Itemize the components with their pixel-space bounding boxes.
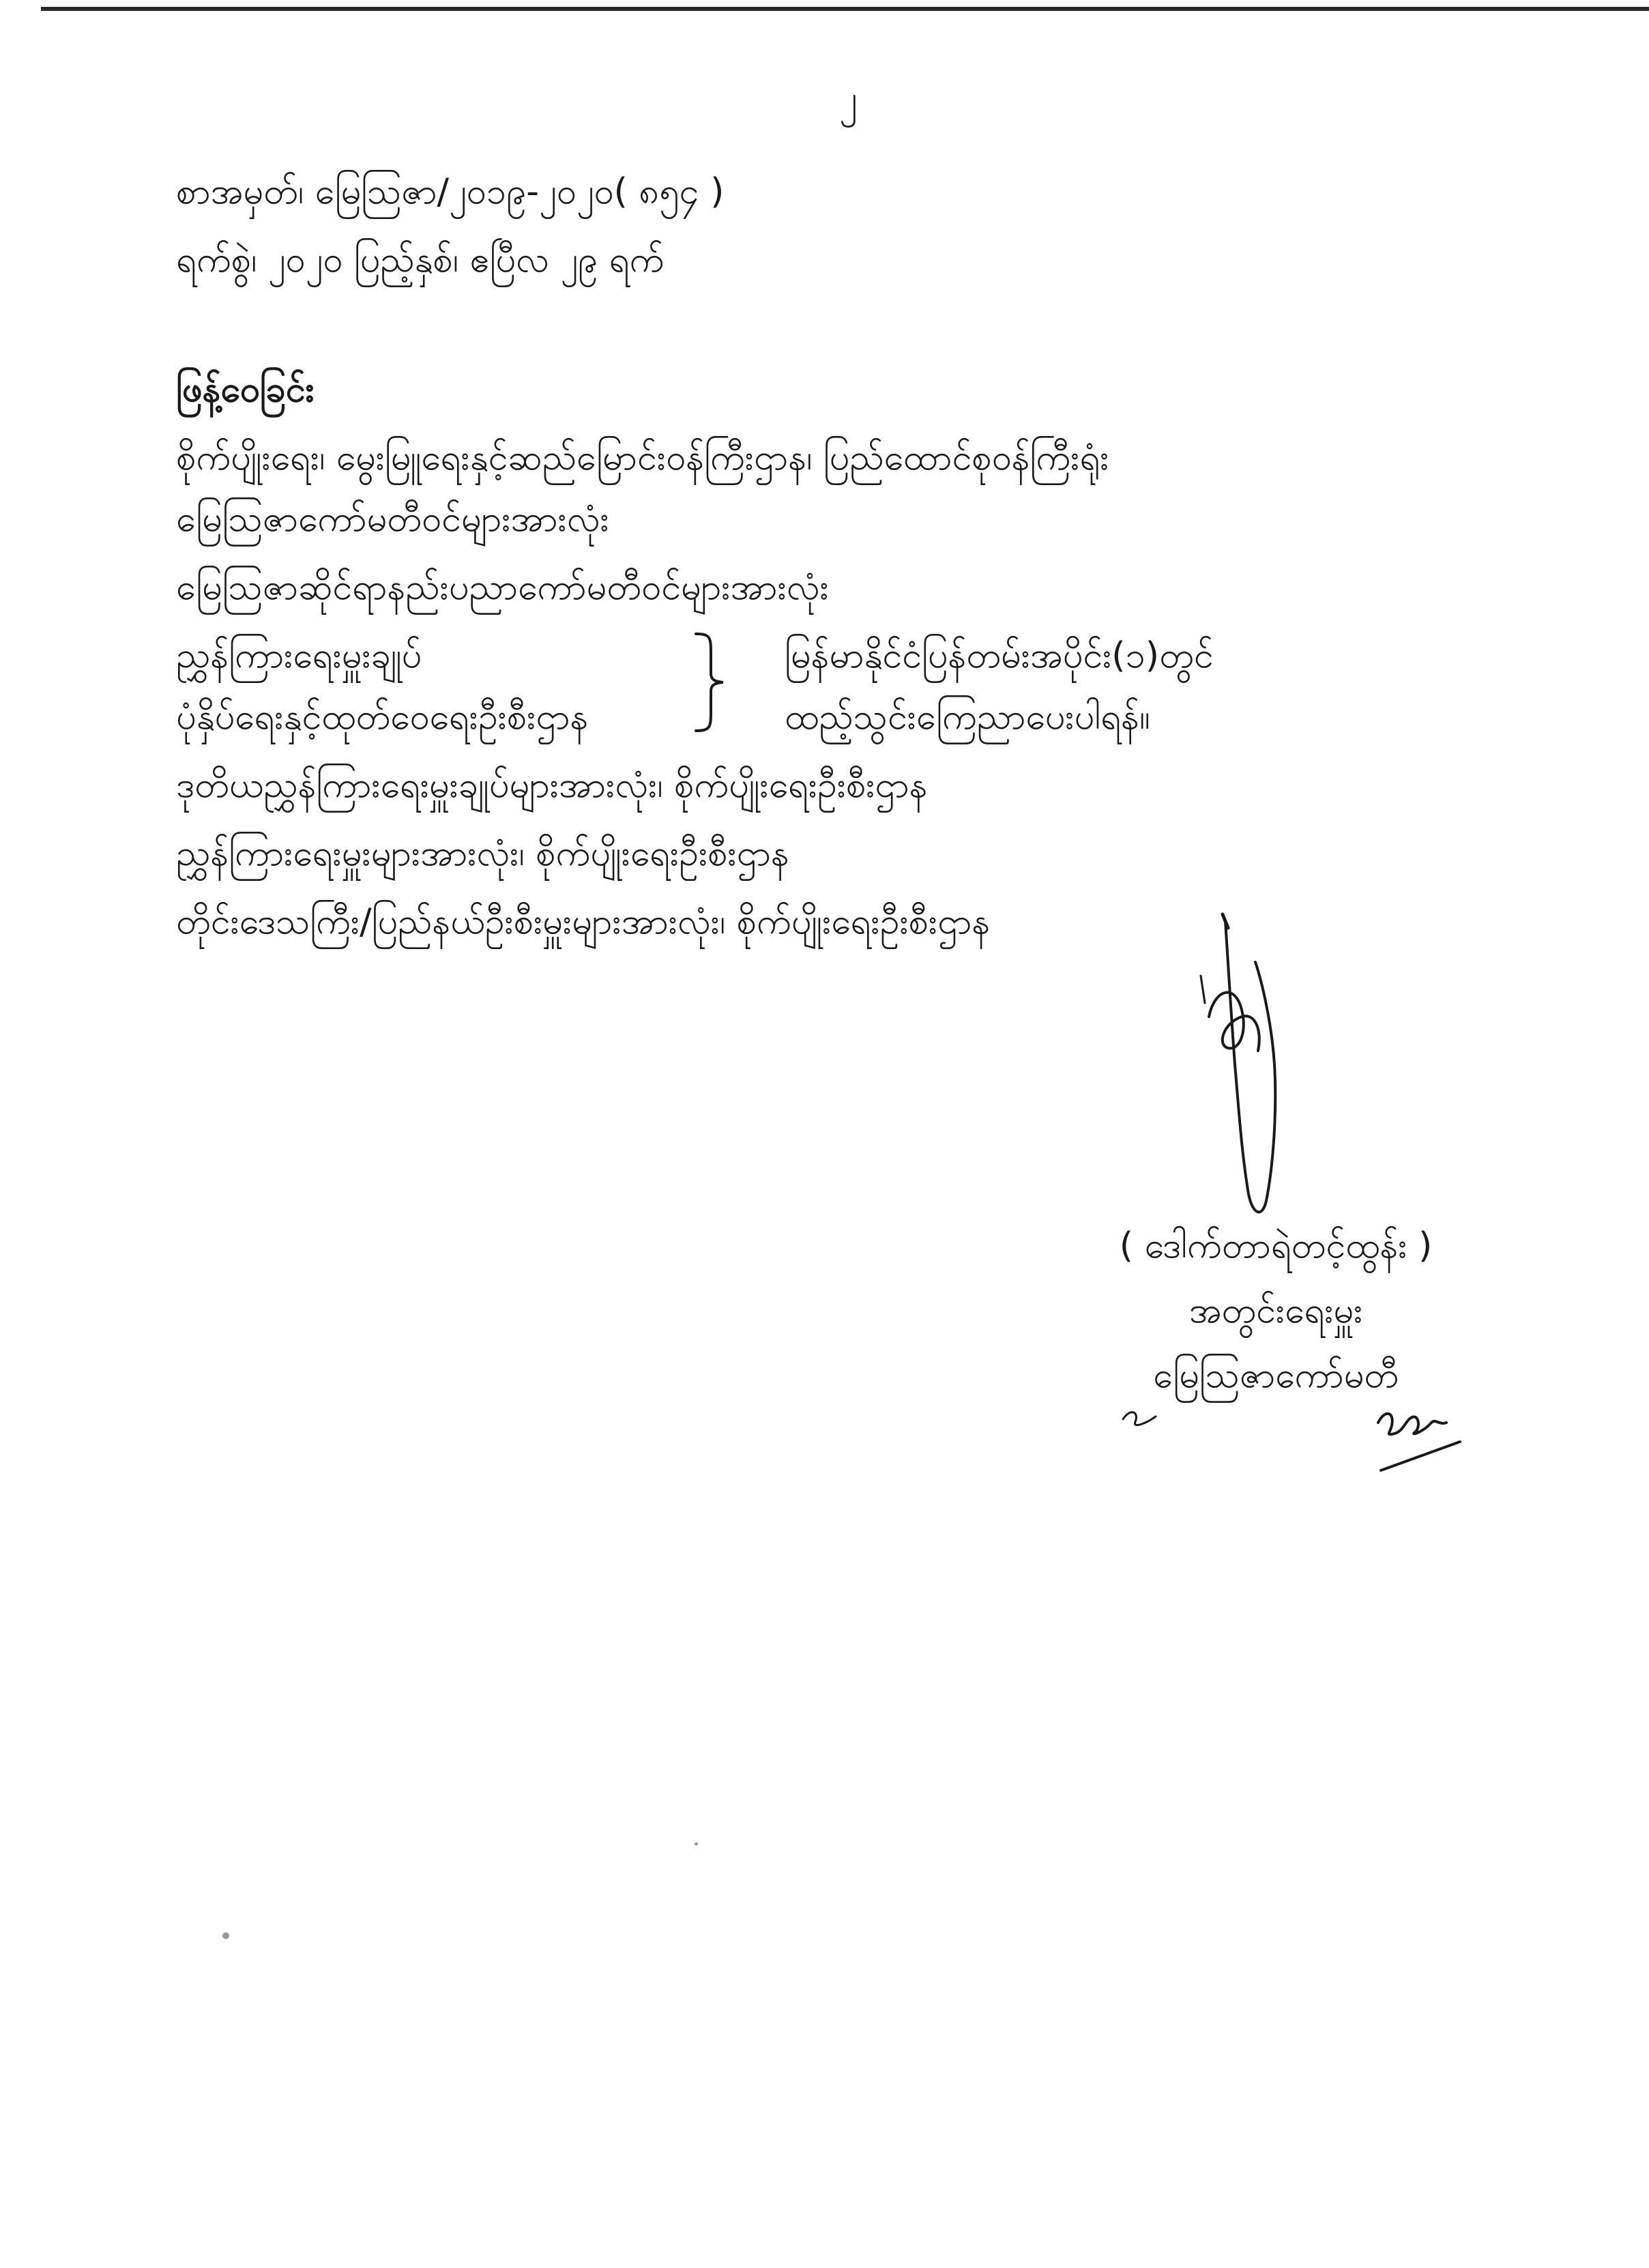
distribution-line-regional-heads: တိုင်းဒေသကြီး/ပြည်နယ်ဦးစီးမှူးများအားလုံး၊ စိုက်ပျိုးရေးဦးစီးဌာန	[176, 901, 991, 942]
distribution-line-deputy-directors-general: ဒုတိယညွှန်ကြားရေးမှူးချုပ်များအားလုံး၊ စိုက်ပျိုးရေးဦးစီးဌာန	[176, 765, 928, 806]
gazette-note-line-1: မြန်မာနိုင်ငံပြန်တမ်းအပိုင်း(၁)တွင်	[785, 635, 1214, 676]
scan-speck	[222, 1932, 229, 1939]
reference-number: စာအမှတ်၊ မြေသြဇာ/၂၀၁၉-၂၀၂၀( ၈၅၄ )	[176, 171, 725, 212]
scan-speck	[695, 1842, 698, 1846]
handwritten-signature	[1160, 907, 1324, 1235]
signatory-name: ( ဒေါက်တာရဲတင့်ထွန်း )	[1119, 1225, 1433, 1266]
distribution-heading: ဖြန့်ဝေခြင်း	[176, 369, 315, 410]
distribution-line-director-general: ညွှန်ကြားရေးမှူးချုပ်	[176, 635, 422, 676]
gazette-note-line-2: ထည့်သွင်းကြေညာပေးပါရန်။	[785, 697, 1150, 738]
signatory-title: အတွင်းရေးမှူး	[1188, 1290, 1363, 1331]
page-number: ၂	[839, 77, 858, 120]
top-border-line	[41, 7, 1649, 11]
handwritten-initial	[1371, 1402, 1467, 1477]
signatory-committee: မြေသြဇာကော်မတီ	[1153, 1355, 1399, 1396]
distribution-line-ministry: စိုက်ပျိုးရေး၊ မွေးမြူရေးနှင့်ဆည်မြောင်းဝန်ကြီးဌာန၊ ပြည်ထောင်စုဝန်ကြီးရုံး	[176, 437, 1109, 478]
distribution-line-technical-committee: မြေသြဇာဆိုင်ရာနည်းပညာကော်မတီဝင်များအားလုံး	[176, 567, 829, 608]
distribution-line-printing-department: ပုံနှိပ်ရေးနှင့်ထုတ်ဝေရေးဦးစီးဌာန	[176, 697, 589, 738]
signature-flourish	[1119, 1392, 1180, 1433]
document-date: ရက်စွဲ၊ ၂၀၂၀ ပြည့်နှစ်၊ ဧပြီလ ၂၉ ရက်	[176, 239, 665, 280]
grouping-brace	[690, 631, 731, 733]
distribution-line-committee-members: မြေသြဇာကော်မတီဝင်များအားလုံး	[176, 499, 609, 540]
distribution-line-directors: ညွှန်ကြားရေးမှူးများအားလုံး၊ စိုက်ပျိုးရေးဦးစီးဌာန	[176, 833, 789, 874]
